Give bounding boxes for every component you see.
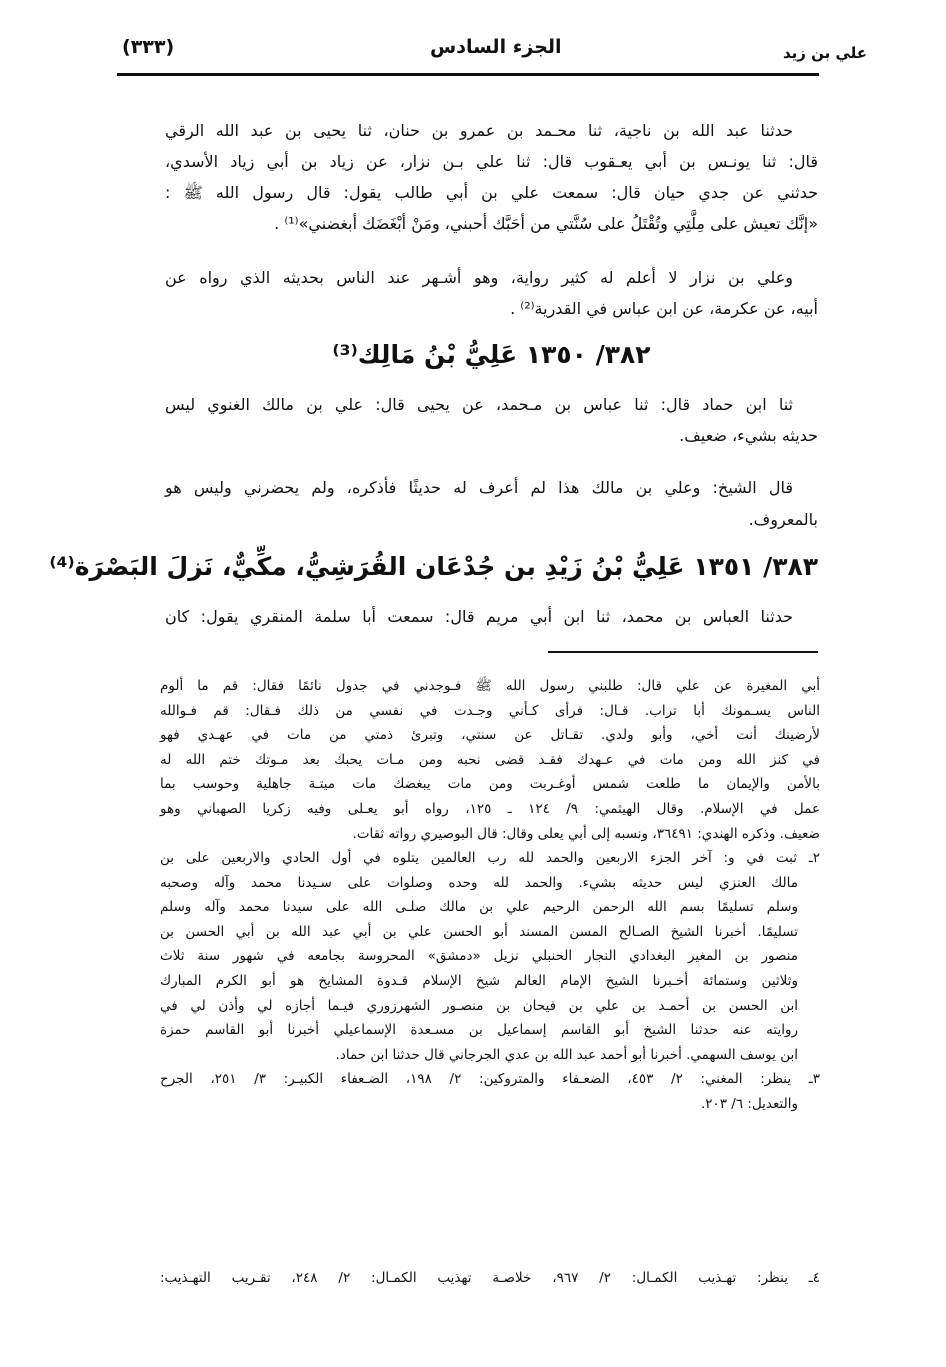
- footnote-line: لأرضينك أنت أخي، وأبو ولدي. تقـاتل عن سنتي، وتبرئ ذمتي من مات في عهـدي فهو: [160, 727, 820, 744]
- header-rule: [117, 73, 819, 76]
- footnote-line: منصور بن المغير البغدادي النجار الحنبلي نزيل «دمشق» المحروسة بجامعه في شهور سنة ثلاث: [160, 948, 798, 965]
- paragraph-line: ثنا ابن حماد قال: ثنا عباس بن مـحمد، عن يحيى قال: علي بن مالك الغنوي ليس: [165, 395, 793, 414]
- paragraph-line: حديثه بشيء، ضعيف.: [679, 426, 818, 445]
- entry-heading: ٣٨٣/ ١٣٥١ عَلِيُّ بْنُ زَيْدِ بن جُدْعَان القُرَشِيُّ، مكِّيٌّ، نَزلَ البَصْرَة⁽⁴⁾: [49, 552, 818, 581]
- paragraph-line: «إنَّك تعيش على مِلَّتِي وتُقْتَلُ على سُنَّتي من أحَبَّك أحبني، ومَنْ أبْغَضَك أبغضني»⁽¹⁾ .: [274, 214, 818, 233]
- footnote-line: ٣ـ ينظر: المغني: ٢/ ٤٥٣، الضعـفاء والمتروكين: ٢/ ١٩٨، الضـعفاء الكبيـر: ٣/ ٢٥١، الجرح: [160, 1071, 821, 1087]
- paragraph-line: حدثنا عبد الله بن ناجية، ثنا محـمد بن عمرو بن حنان، ثنا يحيى بن عبد الله الرقي: [165, 121, 793, 140]
- paragraph-line: قال الشيخ: وعلي بن مالك هذا لم أعرف له حديثًا فأذكره، ولم يحضرني وليس هو: [165, 478, 793, 497]
- running-title: علي بن زيد: [783, 44, 868, 62]
- footnote-line: عمل في الإسلام. وقال الهيثمي: ٩/ ١٢٤ ـ ١٢٥، رواه أبو يعـلى وفيه زكريا الصهباني وهو: [160, 801, 821, 817]
- paragraph-line: حدثني عن جدي حيان قال: سمعت علي بن أبي طالب يقول: قال رسول الله ﷺ :: [165, 183, 818, 202]
- footnote-line: وثلاثين وستمائة أخـبرنا الشيخ الإمام العالم شيخ الإسلام قـدوة المشايخ هو أبو الكرم المبارك: [160, 973, 798, 989]
- volume-title: الجزء السادس: [430, 36, 562, 58]
- paragraph-line: بالمعروف.: [748, 510, 818, 529]
- footnote-line: ابن يوسف السهمي. أخبرنا أبو أحمد عبد الله بن عدي الجرجاني قال حدثنا ابن حماد.: [335, 1046, 798, 1063]
- footnote-line: ابن الحسن بن أحمـد بن علي بن فيحان بن منصـور الشهرزوري فيـما أجازه لي وأذن لي في: [160, 997, 798, 1014]
- footnote-line: في كنز الله ومن مات في عـهدك فقـد قضى نحبه ومن مـات يحبك بعد مـوتك ختم الله له: [160, 751, 820, 768]
- footnote-line: بالأمن والإيمان ما طلعت شمس أوغـربت ومن مات يبغضك مات ميتـة جاهلية وحوسب بما: [160, 776, 820, 793]
- footnote-line: أبي المغيرة عن علي قال: طلبني رسول الله ﷺ فـوجدني في جدول نائمًا فقال: قم ما ألوم: [160, 678, 820, 694]
- footnote-line: مالك العنزي ليس حديثه بشيء. والحمد لله وحده وصلوات على سـيدنا محمد وآله وصحبه: [160, 874, 798, 891]
- paragraph-line: أبيه، عن عكرمة، عن ابن عباس في القدرية⁽²⁾ .: [510, 299, 818, 318]
- page-number: (٣٣٣): [122, 36, 175, 58]
- paragraph-line: حدثنا العباس بن محمد، ثنا ابن أبي مريم قال: سمعت أبا سلمة المنقري يقول: كان: [165, 607, 793, 626]
- paragraph-line: وعلي بن نزار لا أعلم له كثير رواية، وهو أشـهر عند الناس بحديثه الذي رواه عن: [165, 268, 793, 287]
- footnote-line: روايته عنه حدثنا الشيخ أبو القاسم إسماعيل بن مسـعدة الإسماعيلي أخبرنا أبو القاسم حمزة: [160, 1022, 798, 1039]
- footnote-line: ٢ـ ثبت في و: آخر الجزء الاربعين والحمد لله رب العالمين يتلوه في أول الحادي والاربعين على بن: [160, 850, 820, 866]
- footnote-line: ٤ـ ينظر: تهـذيب الكمـال: ٢/ ٩٦٧، خلاصـة تهذيب الكمـال: ٢/ ٢٤٨، تقـريب التهـذيب:: [160, 1270, 821, 1286]
- footnote-line: الناس يسـمونك أبا تراب. قـال: فرأى كـأني وجـدت في نفسي من ذلك فـقال: قم فـوالله: [160, 702, 820, 719]
- footnote-rule: [548, 651, 818, 653]
- footnote-line: والتعديل: ٦/ ٢٠٣.: [700, 1095, 798, 1112]
- footnote-line: تسليمًا. أخبرنا الشيخ الصـالح المسن المسند أبو الحسن علي بن أبي عبد الله بن أبي الحسن بن: [160, 923, 798, 940]
- footnote-line: ضعيف. وذكره الهندي: ٣٦٤٩١، ونسبه إلى أبي يعلى وقال: قال البوصيري رواته ثقات.: [352, 825, 820, 842]
- footnote-line: وسلم تسليمًا بسم الله الرحمن الرحيم علي بن مالك صلـى الله على سيدنا محمد وآله وسلم: [160, 899, 798, 916]
- paragraph-line: قال: ثنا يونـس بن أبي يعـقوب قال: ثنا علي بـن نزار، عن زياد بن أبي زياد الأسدي،: [165, 152, 818, 171]
- entry-heading: ٣٨٢/ ١٣٥٠ عَلِيُّ بْنُ مَالِك⁽³⁾: [332, 340, 651, 369]
